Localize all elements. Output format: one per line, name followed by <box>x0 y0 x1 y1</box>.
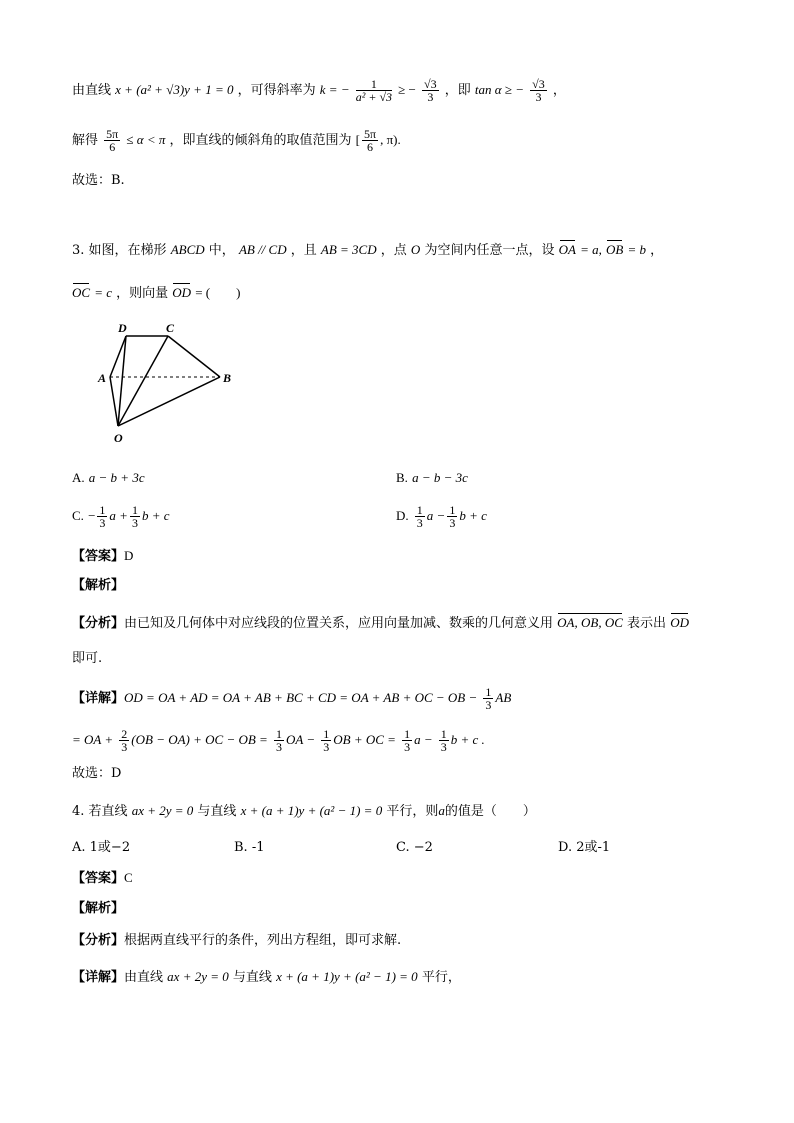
analysis-3-cont: 即可. <box>72 651 103 666</box>
vector-a: = a, <box>580 242 602 257</box>
text: 与直线 <box>197 804 237 819</box>
line-equation-2: x + (a + 1)y + (a² − 1) = 0 <box>276 969 418 984</box>
detail-3-row1 <box>72 686 511 711</box>
numerator: 1 <box>356 78 392 91</box>
denominator: 3 <box>449 516 456 530</box>
numerator: √3 <box>424 77 437 91</box>
bracket: [ <box>355 132 360 147</box>
vector-od: OD <box>670 615 689 630</box>
numerator: 1 <box>449 503 456 517</box>
text: 中， <box>208 243 235 258</box>
line-equation-2: x + (a + 1)y + (a² − 1) = 0 <box>240 803 383 818</box>
fraction <box>104 128 120 153</box>
text: ， <box>552 83 566 98</box>
term: a + <box>109 508 128 523</box>
answer-3 <box>72 549 133 563</box>
option-b <box>396 471 468 485</box>
text: 由直线 <box>72 83 112 98</box>
vector-ob: OB <box>606 242 624 257</box>
text: 3. 如图，在梯形 <box>72 243 167 258</box>
numerator: 1 <box>485 685 492 699</box>
analysis-4 <box>72 934 401 947</box>
question-3-stem-cont <box>72 286 240 300</box>
term: OA − <box>285 732 316 747</box>
term: a − <box>426 508 446 523</box>
denominator: 3 <box>535 90 542 104</box>
term: b + c <box>141 508 170 523</box>
vector-oc: OC <box>72 285 91 300</box>
analysis-tag: 【分析】 <box>72 616 125 631</box>
numerator: √3 <box>532 77 545 91</box>
denominator: 3 <box>121 740 128 754</box>
text: 4. 若直线 <box>72 804 128 819</box>
denominator: 3 <box>416 516 423 530</box>
vector-equation: OD = OA + AD = OA + AB + BC + CD = OA + AB + OC − OB − <box>124 690 478 705</box>
vector-c: = c <box>94 285 112 300</box>
text: 与直线 <box>232 970 272 985</box>
length-relation: AB = 3CD <box>320 242 377 257</box>
analysis-3-tag: 【解析】 <box>72 578 125 593</box>
fraction <box>439 728 449 753</box>
variable-a: a <box>438 803 445 818</box>
numerator: 5π <box>106 127 119 141</box>
fraction <box>415 504 425 529</box>
term: = OA + <box>72 732 114 747</box>
trapezoid-name: ABCD <box>170 242 205 257</box>
fraction <box>483 686 493 711</box>
text: ，则向量 <box>116 286 169 301</box>
option-a <box>72 471 145 485</box>
edge-cb <box>168 336 220 377</box>
text: ，点 <box>380 243 407 258</box>
point-o: O <box>410 242 421 257</box>
option-c <box>72 504 169 529</box>
text: 由直线 <box>124 970 164 985</box>
question-3-stem <box>72 243 663 257</box>
q4-option-a: A. 1或−2 <box>72 840 131 855</box>
option-label: D. <box>396 508 409 523</box>
option-label: B. <box>396 470 408 485</box>
numerator: 5π <box>364 127 377 141</box>
vector-b: = b <box>627 242 647 257</box>
text: 解得 <box>72 133 99 148</box>
answer-value: D <box>124 548 134 563</box>
numerator: 2 <box>121 727 128 741</box>
text: 的值是（ ） <box>444 804 536 819</box>
pyramid-figure <box>88 318 248 448</box>
detail-3-row2 <box>72 728 485 753</box>
selection-b: 故选：B. <box>72 173 125 188</box>
analysis-3 <box>72 616 689 630</box>
term: b + c . <box>450 732 485 747</box>
line-equation-1: ax + 2y = 0 <box>167 969 229 984</box>
denominator: 6 <box>109 140 116 154</box>
q4-option-c: C. −2 <box>396 840 433 855</box>
denominator: 3 <box>131 516 138 530</box>
numerator: 1 <box>404 727 411 741</box>
label-a: A <box>98 371 107 385</box>
answer-tag: 【答案】 <box>72 871 125 886</box>
denominator: 3 <box>404 740 411 754</box>
answer-tag: 【答案】 <box>72 549 125 564</box>
denominator: 3 <box>440 740 447 754</box>
fraction <box>119 728 129 753</box>
q4-option-b: B. -1 <box>234 840 265 855</box>
fraction <box>447 504 457 529</box>
numerator: 1 <box>275 727 282 741</box>
label-o: O <box>114 431 123 445</box>
inequality: ≤ α < π <box>126 132 166 147</box>
text: ，可得斜率为 <box>237 83 316 98</box>
analysis-4-tag: 【解析】 <box>72 901 125 916</box>
numerator: 1 <box>323 727 330 741</box>
term: b + c <box>459 508 487 523</box>
option-expression: a − b − 3c <box>412 470 468 485</box>
fraction <box>402 728 412 753</box>
edge-ao <box>110 377 118 426</box>
analysis-text: 由已知及几何体中对应线段的位置关系，应用向量加减、数乘的几何意义用 <box>124 616 554 631</box>
term: (OB − OA) + OC − OB = <box>131 732 268 747</box>
fraction <box>130 504 140 529</box>
edge-bo <box>118 377 220 426</box>
tan-expression: tan α ≥ − <box>474 82 525 97</box>
text: 为空间内任意一点，设 <box>424 243 555 258</box>
selection-d: 故选：D <box>72 766 122 781</box>
term: OB + OC = <box>333 732 396 747</box>
text: ，即 <box>444 83 471 98</box>
detail-4 <box>72 970 461 984</box>
label-c: C <box>166 321 175 335</box>
numerator: 1 <box>131 503 138 517</box>
solution-line-slope <box>72 78 566 103</box>
numerator: 1 <box>99 503 106 517</box>
relation: ≥ − <box>398 82 416 97</box>
fraction <box>274 728 284 753</box>
line-equation: x + (a² + √3)y + 1 = 0 <box>115 82 234 97</box>
numerator: 1 <box>440 727 447 741</box>
fraction <box>356 78 392 103</box>
option-label: C. <box>72 508 84 523</box>
bracket: , π). <box>380 132 401 147</box>
denominator: 3 <box>99 516 106 530</box>
text: 表示出 <box>627 616 667 631</box>
analysis-tag: 【分析】 <box>72 933 125 948</box>
text: ，即直线的倾斜角的取值范围为 <box>169 133 352 148</box>
solution-line-range <box>72 128 401 153</box>
slope-expression: k = − <box>319 82 350 97</box>
detail-tag: 【详解】 <box>72 691 125 706</box>
option-label: A. <box>72 470 85 485</box>
numerator: 1 <box>416 503 423 517</box>
denominator: 3 <box>485 698 492 712</box>
answer-4 <box>72 871 133 885</box>
question-4-stem <box>72 804 536 818</box>
label-b: B <box>223 371 232 385</box>
text: ，且 <box>290 243 317 258</box>
sign: − <box>88 508 96 523</box>
fraction <box>422 78 439 103</box>
denominator: a² + √3 <box>355 90 393 104</box>
answer-value: C <box>124 870 133 885</box>
fraction <box>362 128 378 153</box>
q4-option-d: D. 2或-1 <box>558 840 611 855</box>
denominator: 3 <box>323 740 330 754</box>
answer-blank: = ( ) <box>195 285 241 300</box>
denominator: 3 <box>275 740 282 754</box>
term: a − <box>414 732 433 747</box>
term: AB <box>495 690 512 705</box>
label-d: D <box>118 321 127 335</box>
option-expression: a − b + 3c <box>88 470 145 485</box>
fraction <box>97 504 107 529</box>
option-d <box>396 504 487 529</box>
parallel-relation: AB // CD <box>238 242 287 257</box>
vectors-oa-ob-oc: OA, OB, OC <box>557 615 623 630</box>
text: ， <box>650 243 664 258</box>
line-equation-1: ax + 2y = 0 <box>131 803 194 818</box>
vector-oa: OA <box>558 242 576 257</box>
denominator: 6 <box>367 140 374 154</box>
fraction <box>321 728 331 753</box>
denominator: 3 <box>427 90 434 104</box>
text: 平行， <box>421 970 461 985</box>
fraction <box>530 78 547 103</box>
text: 平行，则 <box>386 804 439 819</box>
analysis-text: 根据两直线平行的条件，列出方程组，即可求解. <box>124 933 402 948</box>
vector-od: OD <box>172 285 192 300</box>
detail-tag: 【详解】 <box>72 970 125 985</box>
